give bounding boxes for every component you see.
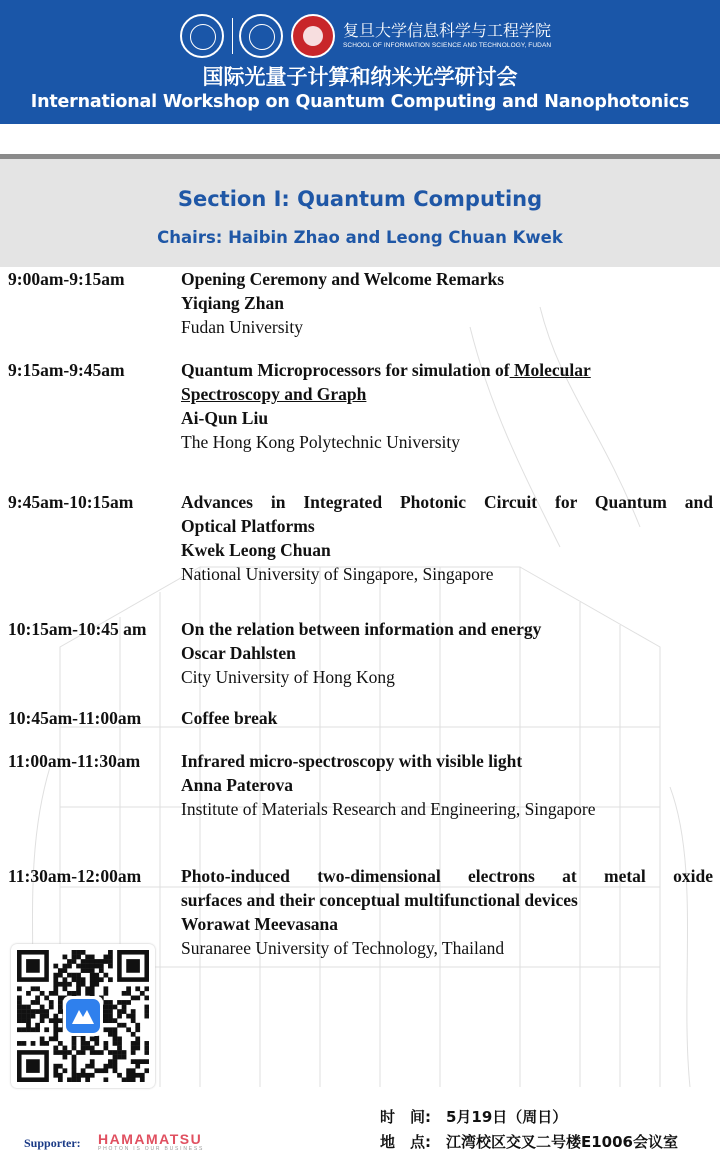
- school-name: [343, 21, 551, 51]
- section-band: [0, 159, 720, 267]
- speaker-affiliation: The Hong Kong Polytechnic University: [181, 432, 460, 452]
- talk-title-line2: Optical Platforms: [181, 516, 315, 536]
- session-time: 9:00am-9:15am: [8, 269, 125, 289]
- speaker-affiliation: National University of Singapore, Singapore: [181, 564, 494, 584]
- section-chairs: Chairs: Haibin Zhao and Leong Chuan Kwek: [157, 228, 563, 247]
- talk-title: Opening Ceremony and Welcome Remarks: [181, 269, 505, 289]
- workshop-title-cn: 国际光量子计算和纳米光学研讨会: [202, 65, 518, 89]
- talk-title: Advances in Integrated Photonic Circuit for Quantum and: [181, 492, 713, 512]
- event-time: 时 间: 5月19日（周日）: [380, 1108, 568, 1126]
- talk-title-part: Quantum Microprocessors for simulation of: [181, 360, 510, 380]
- talk-title: On the relation between information and energy: [181, 619, 542, 639]
- qr-code[interactable]: [11, 944, 155, 1088]
- session-time: 9:45am-10:15am: [8, 492, 134, 512]
- speaker-name: Anna Paterova: [181, 775, 293, 795]
- section-title: Section I: Quantum Computing: [177, 187, 543, 211]
- sponsor-name: HAMAMATSU: [98, 1131, 203, 1147]
- speaker-name: Worawat Meevasana: [181, 914, 338, 934]
- session-time: 9:15am-9:45am: [8, 360, 125, 380]
- school-name-cn: 复旦大学信息科学与工程学院: [343, 21, 552, 40]
- session-time: 10:45am-11:00am: [8, 708, 142, 728]
- workshop-title-en: International Workshop on Quantum Computing and Nanophotonics: [30, 92, 690, 112]
- speaker-name: Ai-Qun Liu: [181, 408, 269, 428]
- header-banner: [0, 0, 720, 124]
- school-name-en: SCHOOL OF INFORMATION SCIENCE AND TECHNOLOGY, FUDAN: [343, 42, 552, 49]
- talk-title: Coffee break: [181, 708, 278, 728]
- session-time: 11:00am-11:30am: [8, 751, 141, 771]
- supporter-label: Supporter:: [24, 1136, 81, 1150]
- event-place: 地 点: 江湾校区交叉二号楼E1006会议室: [380, 1133, 678, 1151]
- school-emblem-icon: [239, 14, 283, 58]
- speaker-name: Oscar Dahlsten: [181, 643, 296, 663]
- sponsor-logo: [98, 1131, 204, 1152]
- fudan-seal-icon: [180, 14, 224, 58]
- qr-code-icon: [17, 950, 149, 1082]
- speaker-affiliation: City University of Hong Kong: [181, 667, 395, 687]
- logo-divider: [232, 18, 233, 54]
- talk-title: [181, 358, 713, 382]
- talk-title: Infrared micro-spectroscopy with visible light: [181, 751, 523, 771]
- session-time: 10:15am-10:45 am: [8, 619, 147, 639]
- speaker-affiliation: Institute of Materials Research and Engineering, Singapore: [181, 799, 596, 819]
- talk-title-line2: surfaces and their conceptual multifunctional devices: [181, 890, 578, 910]
- speaker-name: Kwek Leong Chuan: [181, 540, 331, 560]
- talk-title: Photo-induced two-dimensional electrons at metal oxide: [181, 866, 713, 886]
- sponsor-tagline: PHOTON IS OUR BUSINESS: [98, 1146, 205, 1152]
- talk-title-underlined: Spectroscopy and Graph: [181, 384, 367, 404]
- institute-emblem-icon: [291, 14, 335, 58]
- session-time: 11:30am-12:00am: [8, 866, 142, 886]
- logo-group: [180, 12, 551, 60]
- speaker-affiliation: Suranaree University of Technology, Thailand: [181, 938, 505, 958]
- speaker-name: Yiqiang Zhan: [181, 293, 284, 313]
- talk-title-underlined: Molecular: [509, 360, 591, 380]
- speaker-affiliation: Fudan University: [181, 317, 304, 337]
